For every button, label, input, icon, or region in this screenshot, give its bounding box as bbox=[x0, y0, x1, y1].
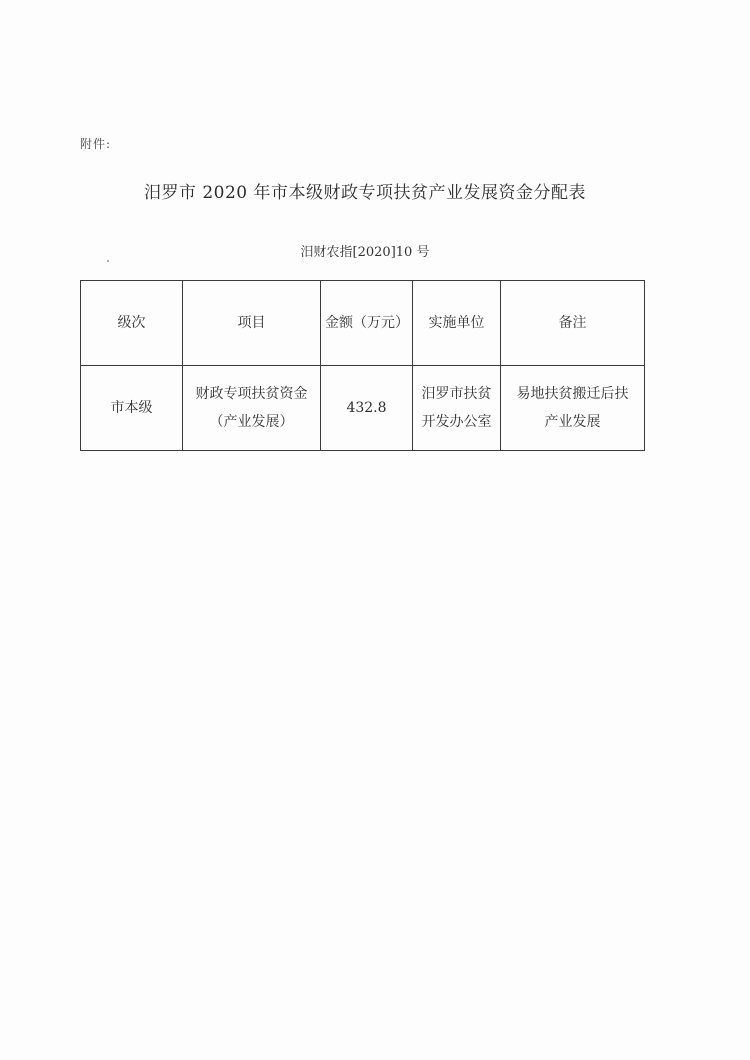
document-number: 汨财农指[2020]10 号 bbox=[300, 245, 430, 260]
table-header-row bbox=[81, 281, 645, 366]
cell-unit-line2: 开发办公室 bbox=[421, 414, 492, 430]
cell-remark-line2: 产业发展 bbox=[544, 414, 601, 430]
cell-project-line1: 财政专项扶贫资金 bbox=[195, 386, 308, 402]
cell-level: 市本级 bbox=[81, 366, 183, 451]
cell-project-line2: （产业发展） bbox=[209, 414, 294, 430]
header-level: 级次 bbox=[81, 281, 183, 366]
cell-project bbox=[183, 366, 321, 451]
cell-amount: 432.8 bbox=[321, 366, 413, 451]
page-title: 汨罗市 2020 年市本级财政专项扶贫产业发展资金分配表 bbox=[143, 183, 587, 203]
cell-remark bbox=[501, 366, 645, 451]
allocation-table bbox=[80, 280, 645, 451]
header-project: 项目 bbox=[183, 281, 321, 366]
header-amount: 金额（万元） bbox=[321, 281, 413, 366]
scan-speck bbox=[107, 260, 109, 262]
attachment-label: 附件: bbox=[80, 137, 112, 151]
header-remark: 备注 bbox=[501, 281, 645, 366]
table-row bbox=[81, 366, 645, 451]
cell-unit-line1: 汨罗市扶贫 bbox=[421, 386, 492, 402]
header-implementing-unit: 实施单位 bbox=[413, 281, 501, 366]
cell-remark-line1: 易地扶贫搬迁后扶 bbox=[516, 386, 629, 402]
cell-implementing-unit bbox=[413, 366, 501, 451]
